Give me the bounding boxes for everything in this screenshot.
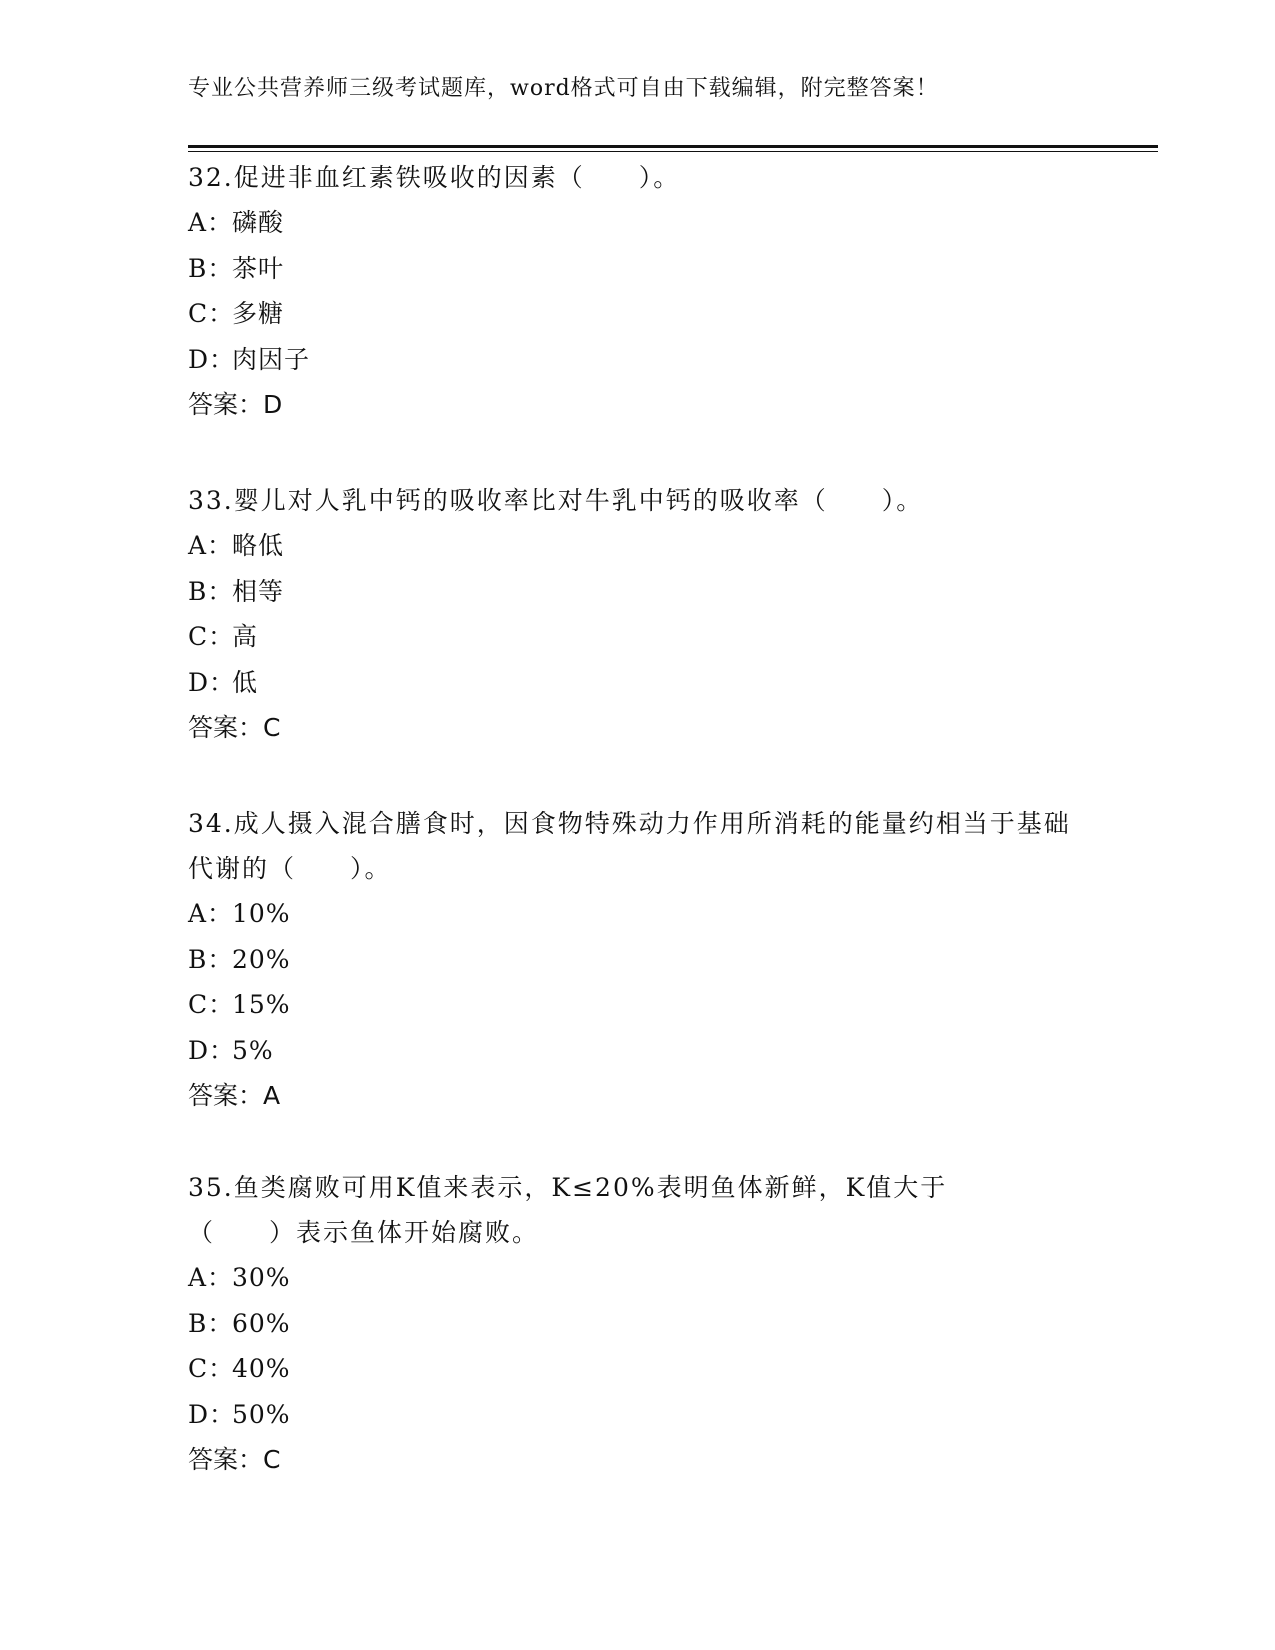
option-text: 高 (232, 622, 259, 651)
option-text: 60% (232, 1308, 291, 1338)
option-key: B： (188, 576, 234, 606)
option-key: D： (188, 1035, 236, 1065)
option-c (188, 1346, 1008, 1392)
option-key: D： (188, 1399, 236, 1429)
question-stem: 34.成人摄入混合膳食时，因食物特殊动力作用所消耗的能量约相当于基础代谢的（ ）。 (188, 809, 1071, 883)
option-d (188, 1028, 1078, 1074)
option-key: D： (188, 344, 236, 374)
option-text: 磷酸 (232, 208, 285, 237)
answer-line: 答案：C (188, 1445, 281, 1474)
option-text: 50% (232, 1399, 291, 1429)
option-b (188, 246, 1088, 292)
option-key: C： (188, 299, 235, 328)
option-text: 多糖 (232, 299, 285, 328)
option-c (188, 982, 1078, 1028)
option-d (188, 660, 1088, 706)
option-text: 相等 (232, 576, 285, 606)
answer-line: 答案：D (188, 390, 283, 419)
option-a (188, 1255, 1008, 1301)
option-b (188, 569, 1088, 615)
option-d (188, 337, 1088, 383)
answer-line: 答案：A (188, 1081, 281, 1110)
option-text: 30% (232, 1263, 291, 1292)
option-text: 15% (232, 990, 291, 1019)
question-stem: 33.婴儿对人乳中钙的吸收率比对牛乳中钙的吸收率（ ）。 (188, 486, 924, 515)
option-key: A： (188, 1263, 234, 1292)
option-d (188, 1392, 1008, 1438)
option-text: 略低 (232, 531, 285, 560)
option-key: C： (188, 622, 235, 651)
option-key: C： (188, 990, 235, 1019)
option-key: B： (188, 944, 234, 974)
option-key: A： (188, 899, 234, 928)
option-key: D： (188, 667, 236, 697)
option-text: 40% (232, 1354, 291, 1383)
option-key: B： (188, 253, 234, 283)
option-text: 低 (232, 667, 259, 697)
option-text: 10% (232, 899, 291, 928)
option-key: A： (188, 208, 234, 237)
header-divider-thick (188, 145, 1158, 148)
option-c (188, 291, 1088, 337)
option-text: 肉因子 (232, 344, 311, 374)
question-stem: 32.促进非血红素铁吸收的因素（ ）。 (188, 163, 681, 192)
option-text: 20% (232, 944, 291, 974)
page-header: 专业公共营养师三级考试题库，word格式可自由下载编辑，附完整答案！ (188, 76, 939, 101)
option-c (188, 614, 1088, 660)
option-a (188, 523, 1088, 569)
option-b (188, 937, 1078, 983)
option-key: B： (188, 1308, 234, 1338)
option-a (188, 891, 1078, 937)
option-a (188, 200, 1088, 246)
option-key: A： (188, 531, 234, 560)
option-text: 5% (232, 1035, 274, 1065)
question-32 (188, 155, 1088, 427)
answer-line: 答案：C (188, 713, 281, 742)
header-divider-thin (188, 151, 1158, 152)
question-35 (188, 1165, 1008, 1482)
question-34 (188, 801, 1078, 1118)
question-stem: 35.鱼类腐败可用K值来表示，K≤20%表明鱼体新鲜，K值大于（ ）表示鱼体开始腐败。 (188, 1173, 948, 1247)
option-text: 茶叶 (232, 253, 285, 283)
question-33 (188, 478, 1088, 750)
option-b (188, 1301, 1008, 1347)
option-key: C： (188, 1354, 235, 1383)
